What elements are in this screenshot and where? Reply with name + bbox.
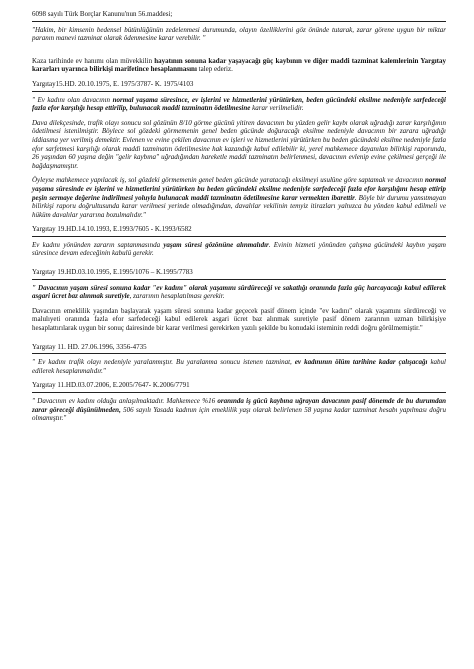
case5-p1-bold: oranında iş gücü kaybına uğrayan davacının pasif dönemde de bu durumdan zarar göreceği düşünülmeden,	[32, 397, 446, 414]
case4-p1-a: " Ev kadını trafik olayı nedeniyle yaralanmıştır. Bu yaralanma sonucu istenen tazminat,	[32, 358, 295, 367]
case1-heading: Yargıtay15.HD. 20.10.1975, E. 1975/3787- K. 1975/4103	[32, 79, 194, 88]
law-heading-text: 6098 sayılı Türk Borçlar Kanunu'nun 56.maddesi;	[32, 10, 173, 18]
case5-p1-a: " Davacının ev kadını olduğu anlaşılmaktadır. Mahkemece %16	[32, 397, 218, 405]
heading-underline	[32, 21, 446, 22]
case5-heading: Yargıtay 11.HD.03.07.2006, E.2005/7647- K.2006/7791	[32, 381, 190, 390]
case2-paragraph-1	[32, 241, 446, 258]
case5-underline	[32, 392, 446, 393]
case4-underline	[32, 353, 446, 354]
case1-p3-bold: normal yaşama süresinde ev işlerini ve hizmetlerini yürütürken bu beden gücündeki eksilme nedeniyle sarfedeceği fazla efor karşılığını hesap ettirip peşin sermaye değerine indirilmesi yoluyla bulunacak maddi tazminatın ödetilmesine karar vermekten ibarettir	[32, 176, 446, 202]
case3-heading: Yargıtay 19.HD.03.10.1995, E.1995/1076 – K.1995/7783	[32, 268, 193, 277]
intro-paragraph	[32, 57, 446, 74]
case1-paragraph-1	[32, 96, 446, 113]
law-quote: "Hakim, bir kimsenin bedensel bütünlüğünün zedelenmesi durumunda, olayın özelliklerini göz önünde tutarak, zarar görene uygun bir miktar paranın manevi tazminat olarak ödenmesine karar verebilir. "	[32, 25, 446, 43]
case3-paragraph-2: Davacının emeklilik yaşından başlayarak yaşam süresi sonuna kadar geçecek pasif dönem içinde "ev kadını" olarak yaşamını sürdüreceği ve malulıyeti oranında fazla efor sarfedeceği kabul edilerek asgari ücret baz alınmak suretiyle pasif dönem zararının uzman bilirkişiye hesaplattırılarak uygun bir sonuç dairesinde bir karar verilmesi gerekirken yazılı şekilde bu konudaki isteminin reddi doğru görülmemiştir."	[32, 306, 446, 333]
intro-text-c: talep ederiz.	[196, 65, 233, 74]
case5-p1-c: 506 sayılı Yasada kadının için emeklilik yaşı olarak belirlenen 58 yaşına kadar tazminat hesabı yapılması doğru olmamıştır."	[32, 405, 446, 423]
case4-p1-bold: ev kadınının ölüm tarihine kadar çalışacağı	[294, 358, 428, 367]
case1-underline	[32, 91, 446, 92]
intro-text-bold: hayatının sonuna kadar yaşayacağı güç kaybının ve diğer maddi tazminat kalemlerinin Yargıtay kararları uyarınca bilirkişi marifetince hesaplanmasını	[32, 56, 446, 74]
intro-text-a: Kaza tarihinde ev hanımı olan müvekkilin	[32, 56, 155, 65]
case1-p1-a: " Ev kadını olan davacının	[32, 95, 113, 104]
case2-underline	[32, 236, 446, 237]
case4-paragraph-1	[32, 358, 446, 375]
law-heading	[32, 10, 446, 19]
case1-p1-bold: normal yaşama süresince, ev işlerini ve hizmetlerini yürütürken, beden gücündeki eksilme nedeniyle sarfedeceği fazla efor karşılığı hesap ettirilip, bulunacak maddi tazminatın ödetilmesine	[32, 95, 446, 113]
case4-p1-c: kabul edilerek hesaplanmalıdır."	[32, 358, 446, 375]
case2-p1-c: . Evinin hizmeti yönünden çalışma gücündeki kaybın yaşam süresince devam edeceğinin kabulü gerekir.	[32, 240, 446, 258]
case1-p1-c: karar verilmelidir.	[250, 104, 304, 113]
case1-p3-a: Öyleyse mahkemece yapılacak iş, sol gözdeki görmemenin genel beden gücünde yaratacağı eksilmeyi usulüne göre saptamak ve davacının	[32, 176, 425, 185]
case1-p3-c: . Böyle bir durumu yansıtmayan bilirkişi raporu doğrultusunda karar verilmesi yerinde olmadığından, davalılar vekilinin temyiz itirazları yalnızca bu yönden kabul edilmeli ve hüküm davalılar yararına bozulmalıdır."	[32, 193, 447, 219]
case2-p1-bold: yaşam süresi gözönüne alınmalıdır	[163, 240, 269, 249]
case1-paragraph-3	[32, 176, 446, 219]
case1-paragraph-2: Dava dilekçesinde, trafik olayı sonucu sol gözünün 8/10 görme gücünü yitiren davacının bu yüzden gelir kaybı olarak uğradığı zarar karşılığının ödetilmesi istenilmiştir. Böylece sol gözdeki görmemenin genel beden gücünde doğuracağı eksilme nedeniyle davacının bir zarara uğradığı iddiasına yer verilmiş demektir. Evlenen ve evine çekilen davacının ev işleri ve hizmetlerini yürütürken bu beden gücündeki eksilme nedeniyle fazla efor sarfetmesi karşılığı olarak maddi tazminatın ödetilmesine hak kazandığı kabul edilebilir ki, yerel mahkemece dayanılan bilirkişi raporunda, 26 yaşından 60 yaşına değin "gelir kaybına" uğradığından hareketle maddi tazminatın belirlenmesi, davacının evlenip evine çekilmesi gerçeği ile bağdaşmamıştır.	[32, 118, 446, 170]
case3-p1-b: , zararının hesaplatılması gerekir.	[129, 292, 225, 301]
case3-paragraph-1	[32, 284, 446, 301]
case2-heading: Yargıtay 19.HD.14.10.1993, E.1993/7605 - K.1993/6582	[32, 225, 192, 234]
case5-paragraph-1	[32, 397, 446, 423]
case3-underline	[32, 279, 446, 280]
case4-heading: Yargıtay 11. HD. 27.06.1996, 3356-4735	[32, 342, 147, 351]
case2-p1-a: Ev kadını yönünden zararın saptanmasında	[32, 240, 164, 249]
document-page	[32, 10, 446, 423]
case3-p1-bold: " Davacının yaşam süresi sonuna kadar "ev kadını" olarak yaşamını sürdüreceği ve sakatlığı oranında fazla güç harcayacağı kabul edilerek asgari ücret baz alınmak suretiyle	[32, 283, 446, 301]
